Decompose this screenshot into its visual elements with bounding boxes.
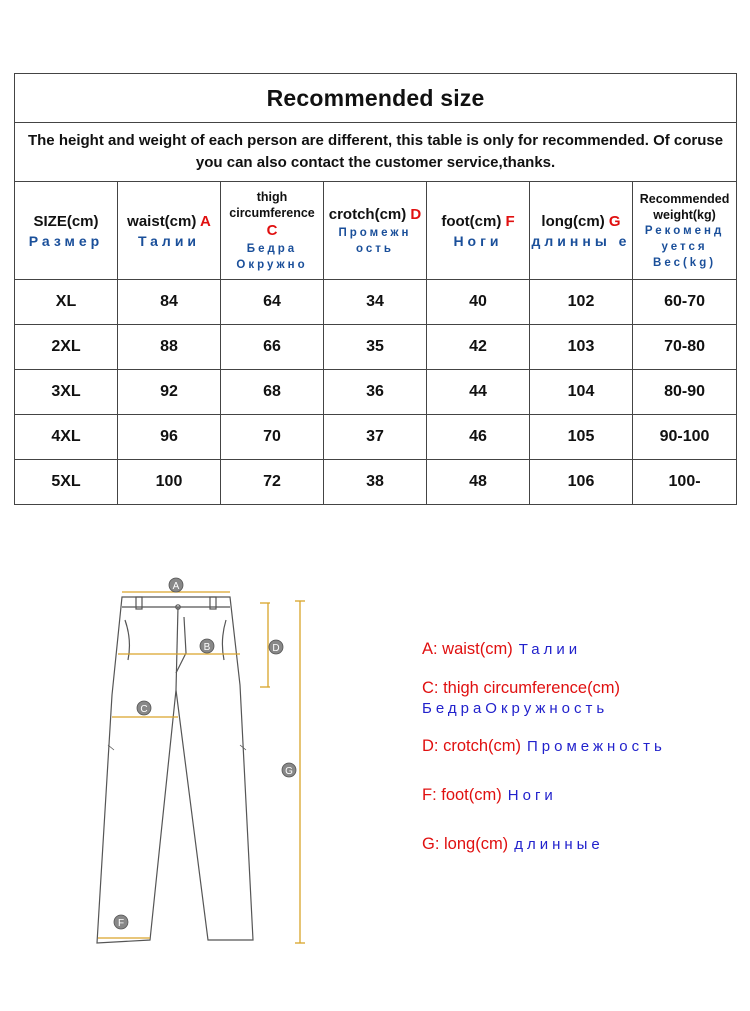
legend-item-waist: [422, 640, 581, 659]
legend-item-crotch: [422, 737, 666, 756]
cell-crotch: 35: [324, 325, 427, 370]
pants-outline: [97, 597, 253, 943]
header-row: [15, 182, 737, 280]
header-long: [530, 182, 633, 280]
cell-foot: 46: [427, 415, 530, 460]
cell-crotch: 36: [324, 370, 427, 415]
cell-long: 105: [530, 415, 633, 460]
header-size: [15, 182, 118, 280]
cell-size: XL: [15, 280, 118, 325]
cell-weight: 70-80: [633, 325, 737, 370]
header-long-en: long(cm): [541, 212, 605, 230]
header-crotch: [324, 182, 427, 280]
table-row: [15, 415, 737, 460]
table-row: [15, 370, 737, 415]
legend-item-long: [422, 835, 604, 854]
header-foot: [427, 182, 530, 280]
header-thigh: [221, 182, 324, 280]
legend-foot-en: F: foot(cm): [422, 786, 502, 804]
size-table: [14, 73, 737, 505]
legend-thigh-en: C: thigh circumference(cm): [422, 679, 621, 697]
header-thigh-en: thigh circumference: [229, 189, 315, 220]
cell-long: 102: [530, 280, 633, 325]
cell-waist: 96: [118, 415, 221, 460]
header-foot-en: foot(cm): [441, 212, 502, 230]
header-foot-letter: F: [505, 212, 515, 230]
header-waist-en: waist(cm): [127, 212, 197, 230]
header-waist-ru: Талии: [137, 232, 201, 249]
cell-waist: 88: [118, 325, 221, 370]
cell-weight: 80-90: [633, 370, 737, 415]
cell-crotch: 37: [324, 415, 427, 460]
cell-size: 3XL: [15, 370, 118, 415]
marker-c: [137, 701, 151, 715]
legend-long-ru: длинные: [514, 836, 604, 853]
table-row: [15, 460, 737, 505]
cell-thigh: 66: [221, 325, 324, 370]
table-note: The height and weight of each person are different, this table is only for recommended. Of coruse you can also contact the customer service,thanks.: [15, 123, 737, 182]
header-foot-ru: Ноги: [453, 232, 503, 249]
legend-item-thigh: [422, 679, 620, 717]
header-size-en: SIZE(cm): [33, 212, 99, 230]
legend-item-foot: [422, 786, 557, 805]
header-crotch-en: crotch(cm): [328, 205, 407, 223]
header-crotch-ru: Промежн ость: [338, 226, 412, 255]
cell-weight: 100-: [633, 460, 737, 505]
legend-waist-en: A: waist(cm): [422, 640, 513, 658]
svg-text:D: D: [272, 643, 280, 654]
cell-long: 106: [530, 460, 633, 505]
header-weight-en: Recommended weight(kg): [639, 191, 730, 222]
legend-foot-ru: Ноги: [507, 787, 557, 804]
cell-foot: 48: [427, 460, 530, 505]
cell-size: 4XL: [15, 415, 118, 460]
cell-waist: 84: [118, 280, 221, 325]
svg-text:A: A: [172, 581, 180, 592]
legend-long-en: G: long(cm): [422, 835, 509, 853]
cell-long: 103: [530, 325, 633, 370]
legend-waist-ru: Талии: [518, 641, 582, 658]
legend-thigh-ru: БедраОкружность: [422, 700, 609, 717]
header-long-ru: длинны е: [531, 232, 631, 249]
cell-size: 5XL: [15, 460, 118, 505]
table-row: [15, 325, 737, 370]
header-size-ru: Размер: [28, 232, 104, 249]
cell-foot: 44: [427, 370, 530, 415]
marker-g: [282, 763, 296, 777]
marker-a: [169, 578, 183, 592]
cell-crotch: 34: [324, 280, 427, 325]
table-row: [15, 280, 737, 325]
svg-text:B: B: [203, 642, 211, 653]
pants-diagram: [80, 565, 340, 965]
header-long-letter: G: [608, 212, 621, 230]
marker-f: [114, 915, 128, 929]
header-weight: [633, 182, 737, 280]
cell-foot: 42: [427, 325, 530, 370]
cell-long: 104: [530, 370, 633, 415]
marker-d: [269, 640, 283, 654]
cell-waist: 92: [118, 370, 221, 415]
cell-thigh: 68: [221, 370, 324, 415]
header-waist: [118, 182, 221, 280]
cell-thigh: 70: [221, 415, 324, 460]
svg-text:G: G: [285, 766, 293, 777]
legend-crotch-en: D: crotch(cm): [422, 737, 521, 755]
header-thigh-letter: C: [266, 221, 278, 239]
header-crotch-letter: D: [410, 205, 422, 223]
svg-text:F: F: [117, 918, 125, 929]
legend-crotch-ru: Промежность: [527, 738, 666, 755]
svg-text:C: C: [140, 704, 148, 715]
cell-foot: 40: [427, 280, 530, 325]
cell-crotch: 38: [324, 460, 427, 505]
cell-waist: 100: [118, 460, 221, 505]
header-weight-ru: Рекоменд уется Вес(kg): [644, 224, 725, 269]
marker-b: [200, 639, 214, 653]
table-title: Recommended size: [15, 74, 737, 123]
cell-weight: 60-70: [633, 280, 737, 325]
cell-size: 2XL: [15, 325, 118, 370]
header-thigh-ru: Бедра Окружно: [236, 242, 308, 271]
cell-thigh: 72: [221, 460, 324, 505]
cell-weight: 90-100: [633, 415, 737, 460]
cell-thigh: 64: [221, 280, 324, 325]
header-waist-letter: A: [199, 212, 211, 230]
